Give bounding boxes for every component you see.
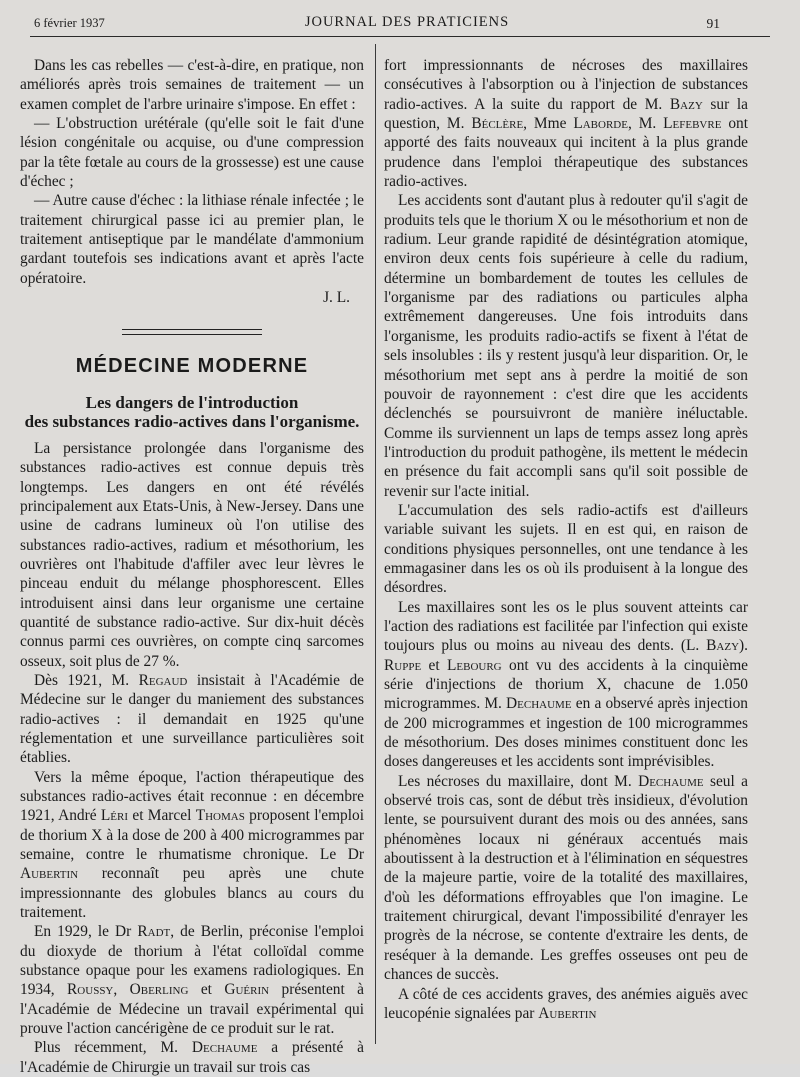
article-title-line: Les dangers de l'introduction	[85, 392, 299, 412]
author-name: Lebourg	[447, 656, 502, 674]
paragraph: Vers la même époque, l'action thérapeutique des substances radio-actives était reconnue : en décembre 1921, André Léri et Marcel Thomas proposent l'emploi de thorium X à la dose de 200 à 400 microgrammes par semaine, contre le rhumatisme chronique. Le Dr Aubertin reconnaît peu après une chute impressionnante des globules blancs au cours du traitement.	[20, 768, 364, 922]
paragraph: Les accidents sont d'autant plus à redouter qu'il s'agit de produits tels que le thorium X ou le mésothorium et non de radium. Leur grande rapidité de désintégration atomique, environ deux cents fois supérieure à celle du radium, détermine un bombardement de toutes les cellules de l'organisme par des radiations ou particules alpha extrêmement dangereuses. Une fois introduits dans l'organisme, les produits radio-actifs se fixent à l'état de sels insolubles : ils y restent jusqu'à leur disparition. Or, le mésothorium met sept ans à perdre la moitié de son pouvoir de rayonnement : c'est dire que les accidents déclenchés se poursuivront de manière inéluctable. Comme ils surviennent un laps de temps assez long après l'introduction du produit pathogène, ils mettent le médecin en présence du fait accompli sans qu'il soit possible de revenir sur l'acte initial.	[384, 192, 748, 500]
column-rule	[375, 44, 376, 1044]
paragraph: Les nécroses du maxillaire, dont M. Dechaume seul a observé trois cas, sont de début très insidieux, d'évolution lente, se poursuivent durant des mois ou des années, sans phénomènes locaux ni généraux accentués mais aboutissent à la destruction et à l'élimination en séquestres de la majeure partie, voire de la totalité des maxillaires, d'où les déformations effroyables que l'on imagine. Le traitement chirurgical, devant l'impossibilité d'enrayer les progrès de la nécrose, se contente d'extraire les dents, de reséquer à la demande. Les greffes osseuses ont peu de chances de succès.	[384, 772, 748, 984]
author-name: Roussy, Oberling	[67, 981, 189, 999]
paragraph: La persistance prolongée dans l'organisme des substances radio-actives est connue depuis très longtemps. Les dangers en ont été révélés principalement aux Etats-Unis, à New-Jersey. Dans une usine de cadrans lumineux où l'on utilise des substances radio-actives, radium et mésothorium, les ouvrières ont l'habitude d'affiler avec leur lèvres le pinceau enduit du mélange phosphorescent. Elles introduisent ainsi dans leur organisme une certaine quantité de substance radio-active. Sur dix-huit décès connus parmi ces ouvrières, on compte cinq sarcomes osseux, soit plus de 27 %.	[20, 439, 364, 670]
author-name: Aubertin	[20, 865, 79, 883]
section-divider	[122, 329, 262, 335]
paragraph: En 1929, le Dr Radt, de Berlin, préconise l'emploi du dioxyde de thorium à l'état colloïdal comme substance opaque pour les examens radiologiques. En 1934, Roussy, Oberling et Guérin présentent à l'Académie de Médecine un travail expérimental qui prouve l'action cancérigène de ce produit sur le rat.	[20, 923, 364, 1038]
author-name: Léri	[100, 807, 129, 825]
author-signature: J. L.	[323, 289, 350, 307]
right-column	[384, 56, 748, 1023]
paragraph: A côté de ces accidents graves, des anémies aiguës avec leucopénie signalées par Aubertin	[384, 985, 748, 1022]
paragraph: Les maxillaires sont les os le plus souvent atteints car l'action des radiations est facilitée par l'infection qui existe toujours plus ou moins au niveau des dents. (L. Bazy). Ruppe et Lebourg ont vu des accidents à la cinquième série d'injections de thorium X, chacune de 1.050 microgrammes. M. Dechaume en a observé après injection de 200 microgrammes et ingestion de 100 microgrammes de mésothorium. Des doses minimes constituent donc les doses dangereuses et les accidents sont imprévisibles.	[384, 598, 748, 771]
author-name: Lefebvre	[663, 115, 722, 133]
paragraph: fort impressionnants de nécroses des maxillaires consécutives à l'absorption ou à l'injection de substances radio-actives. A la suite du rapport de M. Bazy sur la question, M. Béclère, Mme Laborde, M. Lefebvre ont apporté des faits nouveaux qui incitent à la plus grande prudence dans l'emploi thérapeutique des substances radio-actives.	[384, 57, 749, 191]
author-name: Thomas	[195, 807, 245, 825]
paragraph: — Autre cause d'échec : la lithiase rénale infectée ; le traitement chirurgical passe ici au premier plan, le traitement antiseptique par le mandélate d'ammonium gardant toutefois ses indications avant et après l'acte opératoire.	[20, 192, 364, 287]
article-title	[20, 393, 364, 431]
author-name: Bazy	[706, 637, 740, 655]
journal-title: JOURNAL DES PRATICIENS	[304, 14, 510, 30]
author-name: Guérin	[224, 981, 270, 999]
author-name: Regaud	[138, 671, 188, 689]
paragraph: Dès 1921, M. Regaud insistait à l'Académie de Médecine sur le danger du maniement des substances radio-actives : il demandait en 1925 qu'une réglementation et une surveillance particulières soit établies.	[20, 671, 364, 767]
author-name: Ruppe	[384, 656, 422, 674]
paragraph: Plus récemment, M. Dechaume a présenté à l'Académie de Chirurgie un travail sur trois cas	[20, 1039, 364, 1076]
article-title-line: des substances radio-actives dans l'organisme.	[24, 411, 360, 431]
paragraph: Dans les cas rebelles — c'est-à-dire, en pratique, non améliorés après trois semaines de traitement — un examen complet de l'arbre urinaire s'impose. En effet :	[20, 57, 364, 113]
section-title: MÉDECINE MODERNE	[75, 355, 309, 378]
paragraph: L'accumulation des sels radio-actifs est d'ailleurs variable suivant les sujets. Il en est qui, en raison de conditions physiques personnelles, ont une tendance à les emmagasiner dans les os où ils produisent à la longue des désordres.	[384, 501, 748, 597]
left-column	[20, 56, 364, 1077]
author-name: Dechaume	[506, 695, 572, 713]
page-number: 91	[706, 16, 720, 31]
author-name: Béclère	[471, 115, 524, 133]
author-name: Aubertin	[538, 1004, 597, 1022]
author-name: Radt	[137, 923, 171, 941]
running-header	[34, 14, 780, 36]
paragraph: — L'obstruction urétérale (qu'elle soit le fait d'une lésion congénitale ou acquise, ou d'une compression par la tête fœtale au cours de la grossesse) est une cause d'échec ;	[20, 115, 365, 191]
author-name: Dechaume	[638, 772, 704, 790]
issue-date: 6 février 1937	[34, 16, 105, 30]
header-rule	[30, 36, 770, 37]
author-name: Dechaume	[191, 1039, 258, 1057]
author-name: Laborde	[573, 115, 628, 133]
author-name: Bazy	[669, 95, 703, 113]
